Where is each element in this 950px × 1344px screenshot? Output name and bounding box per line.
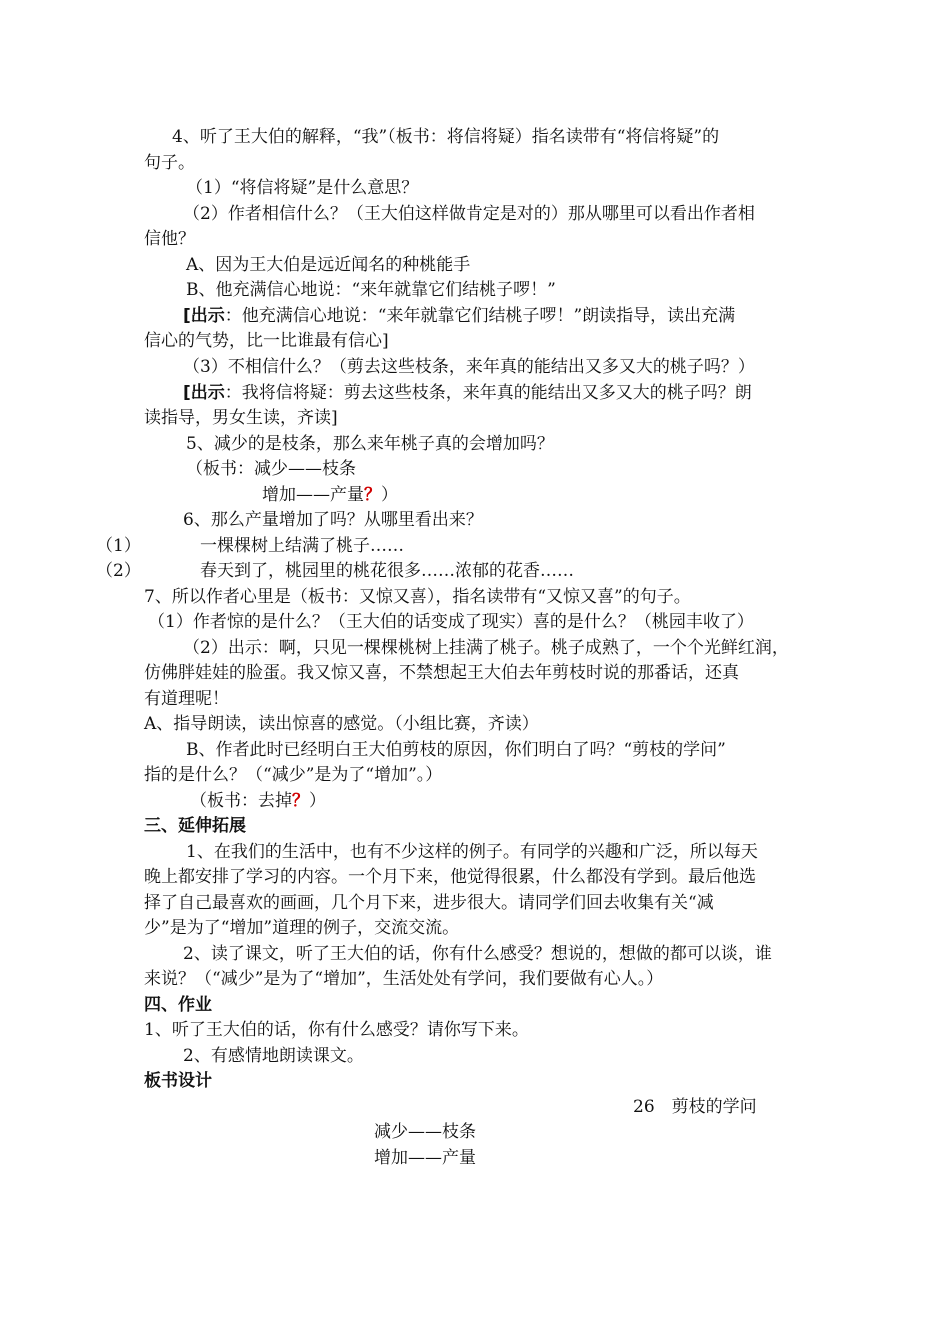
text-line: 少”是为了“增加”道理的例子，交流交流。 xyxy=(144,918,460,938)
text-line xyxy=(190,789,326,814)
board-title: 26 剪枝的学问 xyxy=(633,1097,757,1117)
text-span: ：我将信将疑：剪去这些枝条，来年真的能结出又多又大的桃子吗？朗 xyxy=(224,383,752,403)
board-line: 增加——产量 xyxy=(374,1148,476,1168)
board-line: 减少——枝条 xyxy=(374,1122,476,1142)
text-line: （1）作者惊的是什么？（王大伯的话变成了现实）喜的是什么？（桃园丰收了） xyxy=(148,612,754,632)
text-line: 信心的气势，比一比谁最有信心] xyxy=(144,331,389,351)
text-line: 仿佛胖娃娃的脸蛋。我又惊又喜，不禁想起王大伯去年剪枝时说的那番话，还真 xyxy=(144,663,739,683)
text-line: B、他充满信心地说：“来年就靠它们结桃子啰！” xyxy=(186,280,556,300)
list-number: （1） xyxy=(96,536,141,556)
text-line: 晚上都安排了学习的内容。一个月下来，他觉得很累，什么都没有学到。最后他选 xyxy=(144,867,756,887)
emphasis-label: [出示 xyxy=(183,383,225,403)
text-line: 择了自己最喜欢的画画，几个月下来，进步很大。请同学们回去收集有关“减 xyxy=(144,893,714,913)
text-line: （3）不相信什么？（剪去这些枝条，来年真的能结出又多又大的桃子吗？） xyxy=(183,357,755,377)
text-line: （1）“将信将疑”是什么意思？ xyxy=(186,178,419,198)
text-line: 2、有感情地朗读课文。 xyxy=(183,1046,364,1066)
section-heading: 板书设计 xyxy=(144,1071,212,1091)
text-line: 有道理呢！ xyxy=(144,689,229,709)
question-mark: ？ xyxy=(364,485,381,505)
text-line: 1、在我们的生活中，也有不少这样的例子。有同学的兴趣和广泛，所以每天 xyxy=(186,842,758,862)
emphasis-label: [出示 xyxy=(183,306,225,326)
text-line: 6、那么产量增加了吗？从哪里看出来？ xyxy=(183,510,483,530)
section-heading: 三、延伸拓展 xyxy=(144,816,246,836)
question-mark: ？ xyxy=(292,791,309,811)
text-line: 一棵棵树上结满了桃子…… xyxy=(200,536,404,556)
list-number: （2） xyxy=(96,561,141,581)
text-span: ） xyxy=(381,485,398,505)
text-line: A、因为王大伯是远近闻名的种桃能手 xyxy=(186,255,471,275)
text-line: （板书：减少——枝条 xyxy=(186,459,356,479)
text-line xyxy=(183,381,752,406)
section-heading: 四、作业 xyxy=(144,995,212,1015)
text-line: 信他？ xyxy=(144,229,195,249)
text-line: （2）作者相信什么？（王大伯这样做肯定是对的）那从哪里可以看出作者相 xyxy=(183,204,755,224)
text-line: 2、读了课文，听了王大伯的话，你有什么感受？想说的，想做的都可以谈，谁 xyxy=(183,944,772,964)
text-line: B、作者此时已经明白王大伯剪枝的原因，你们明白了吗？“剪枝的学问” xyxy=(186,740,726,760)
text-span: 增加——产量 xyxy=(262,485,364,505)
text-line xyxy=(183,304,735,329)
text-span: ：他充满信心地说：“来年就靠它们结桃子啰！”朗读指导，读出充满 xyxy=(224,306,736,326)
text-span: ） xyxy=(309,791,326,811)
text-line: 4、听了王大伯的解释，“我”（板书：将信将疑）指名读带有“将信将疑”的 xyxy=(172,127,720,147)
text-line: （2）出示：啊，只见一棵棵桃树上挂满了桃子。桃子成熟了，一个个光鲜红润， xyxy=(183,638,789,658)
text-line: 读指导，男女生读，齐读] xyxy=(144,408,338,428)
text-line: 5、减少的是枝条，那么来年桃子真的会增加吗？ xyxy=(186,434,554,454)
text-line xyxy=(262,483,398,508)
text-line: 7、所以作者心里是（板书：又惊又喜），指名读带有“又惊又喜”的句子。 xyxy=(144,587,691,607)
text-line: A、指导朗读，读出惊喜的感觉。（小组比赛，齐读） xyxy=(144,714,539,734)
text-line: 1、听了王大伯的话，你有什么感受？请你写下来。 xyxy=(144,1020,529,1040)
text-line: 来说？（“减少”是为了“增加”，生活处处有学问，我们要做有心人。） xyxy=(144,969,664,989)
text-line: 指的是什么？（“减少”是为了“增加”。） xyxy=(144,765,443,785)
text-span: （板书：去掉 xyxy=(190,791,292,811)
text-line: 句子。 xyxy=(144,153,195,173)
text-line: 春天到了，桃园里的桃花很多……浓郁的花香…… xyxy=(200,561,574,581)
